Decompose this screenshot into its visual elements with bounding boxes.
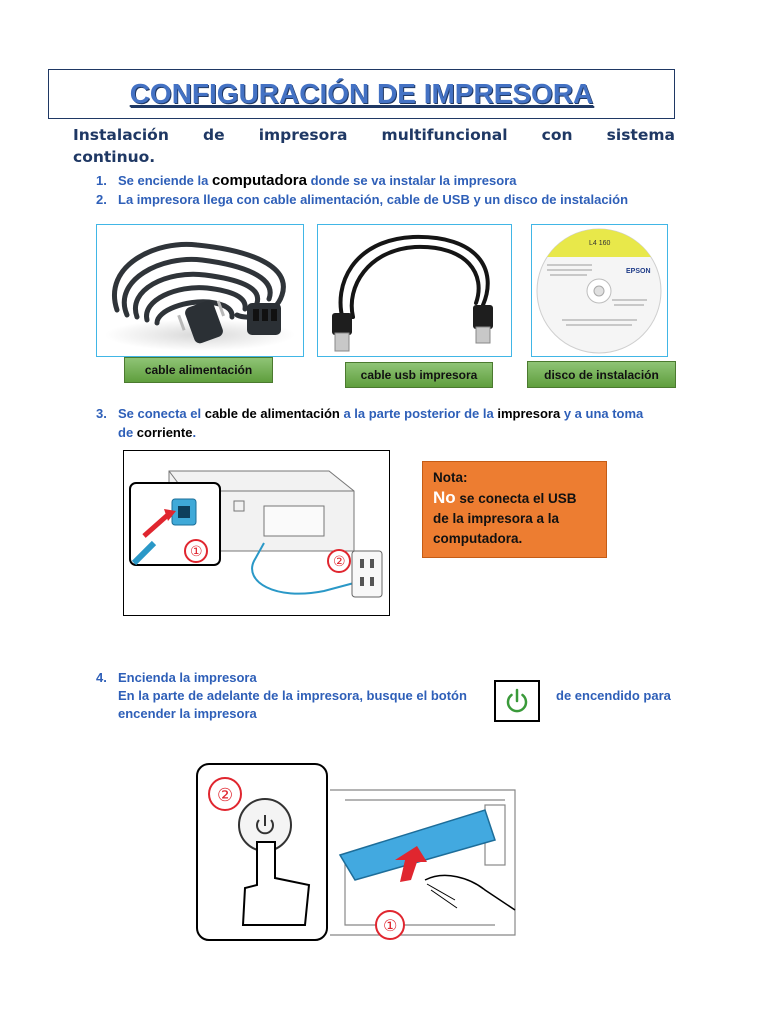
subtitle-word: impresora (258, 126, 348, 144)
step-keyword: cable de alimentación (204, 406, 340, 421)
subtitle-word: de (202, 126, 225, 144)
usb-cable-photo (317, 224, 512, 357)
power-diagram-marker-2: ② (217, 785, 234, 806)
power-cable-photo (96, 224, 304, 357)
note-no: No (433, 488, 456, 507)
step-4 (96, 668, 257, 687)
step-4-line-2: En la parte de adelante de la impresora, busque el botón (118, 688, 467, 703)
step-text: Encienda la impresora (118, 670, 257, 685)
note-text: se conecta el USB (455, 491, 577, 506)
power-cable-label: cable alimentación (124, 357, 273, 383)
step-1 (96, 171, 516, 190)
power-diagram-marker-1: ① (383, 916, 398, 935)
step-text: Se enciende la (118, 173, 212, 188)
step-text: . (192, 425, 197, 440)
page-title: CONFIGURACIÓN DE IMPRESORA (129, 78, 594, 109)
note-text: computadora. (433, 531, 523, 546)
step-3 (96, 404, 676, 442)
subtitle-word: con (541, 126, 573, 144)
step-4-line-3: encender la impresora (118, 706, 257, 721)
install-disc-label: disco de instalación (527, 361, 676, 388)
step-text: a la parte posterior de la (339, 406, 498, 421)
title-box (48, 69, 675, 119)
step-2 (96, 190, 628, 209)
step-number: 2. (96, 192, 107, 207)
step-number: 3. (96, 406, 107, 421)
step-4-line-2b: de encendido para (556, 688, 671, 703)
disc-brand: EPSON (626, 268, 651, 275)
subtitle-line-1 (73, 124, 675, 146)
step-number: 4. (96, 670, 107, 685)
subtitle-word: Instalación (73, 126, 169, 144)
usb-cable-label: cable usb impresora (345, 362, 493, 388)
step-text: y a una toma (560, 406, 644, 421)
disc-model: L4 160 (589, 240, 611, 247)
step-number: 1. (96, 173, 107, 188)
power-icon (494, 680, 540, 722)
subtitle-line-2: continuo. (73, 148, 156, 166)
step-keyword: computadora (211, 172, 307, 189)
step-text: de (118, 425, 137, 440)
subtitle-word: sistema (606, 126, 675, 144)
power-connection-diagram (123, 450, 390, 616)
note-text: de la impresora a la (433, 511, 560, 526)
subtitle (73, 124, 675, 168)
power-on-diagram (195, 760, 535, 945)
step-text: Se conecta el (118, 406, 205, 421)
diagram-marker-1: ① (190, 544, 203, 560)
step-keyword: impresora (497, 406, 561, 421)
diagram-marker-2: ② (333, 554, 346, 570)
step-text: donde se va instalar la impresora (306, 173, 517, 188)
note-box (422, 461, 607, 558)
subtitle-word: multifuncional (381, 126, 508, 144)
note-heading: Nota: (433, 470, 468, 485)
step-keyword: corriente (136, 425, 193, 440)
step-text: La impresora llega con cable alimentación, cable de USB y un disco de instalación (118, 192, 629, 207)
